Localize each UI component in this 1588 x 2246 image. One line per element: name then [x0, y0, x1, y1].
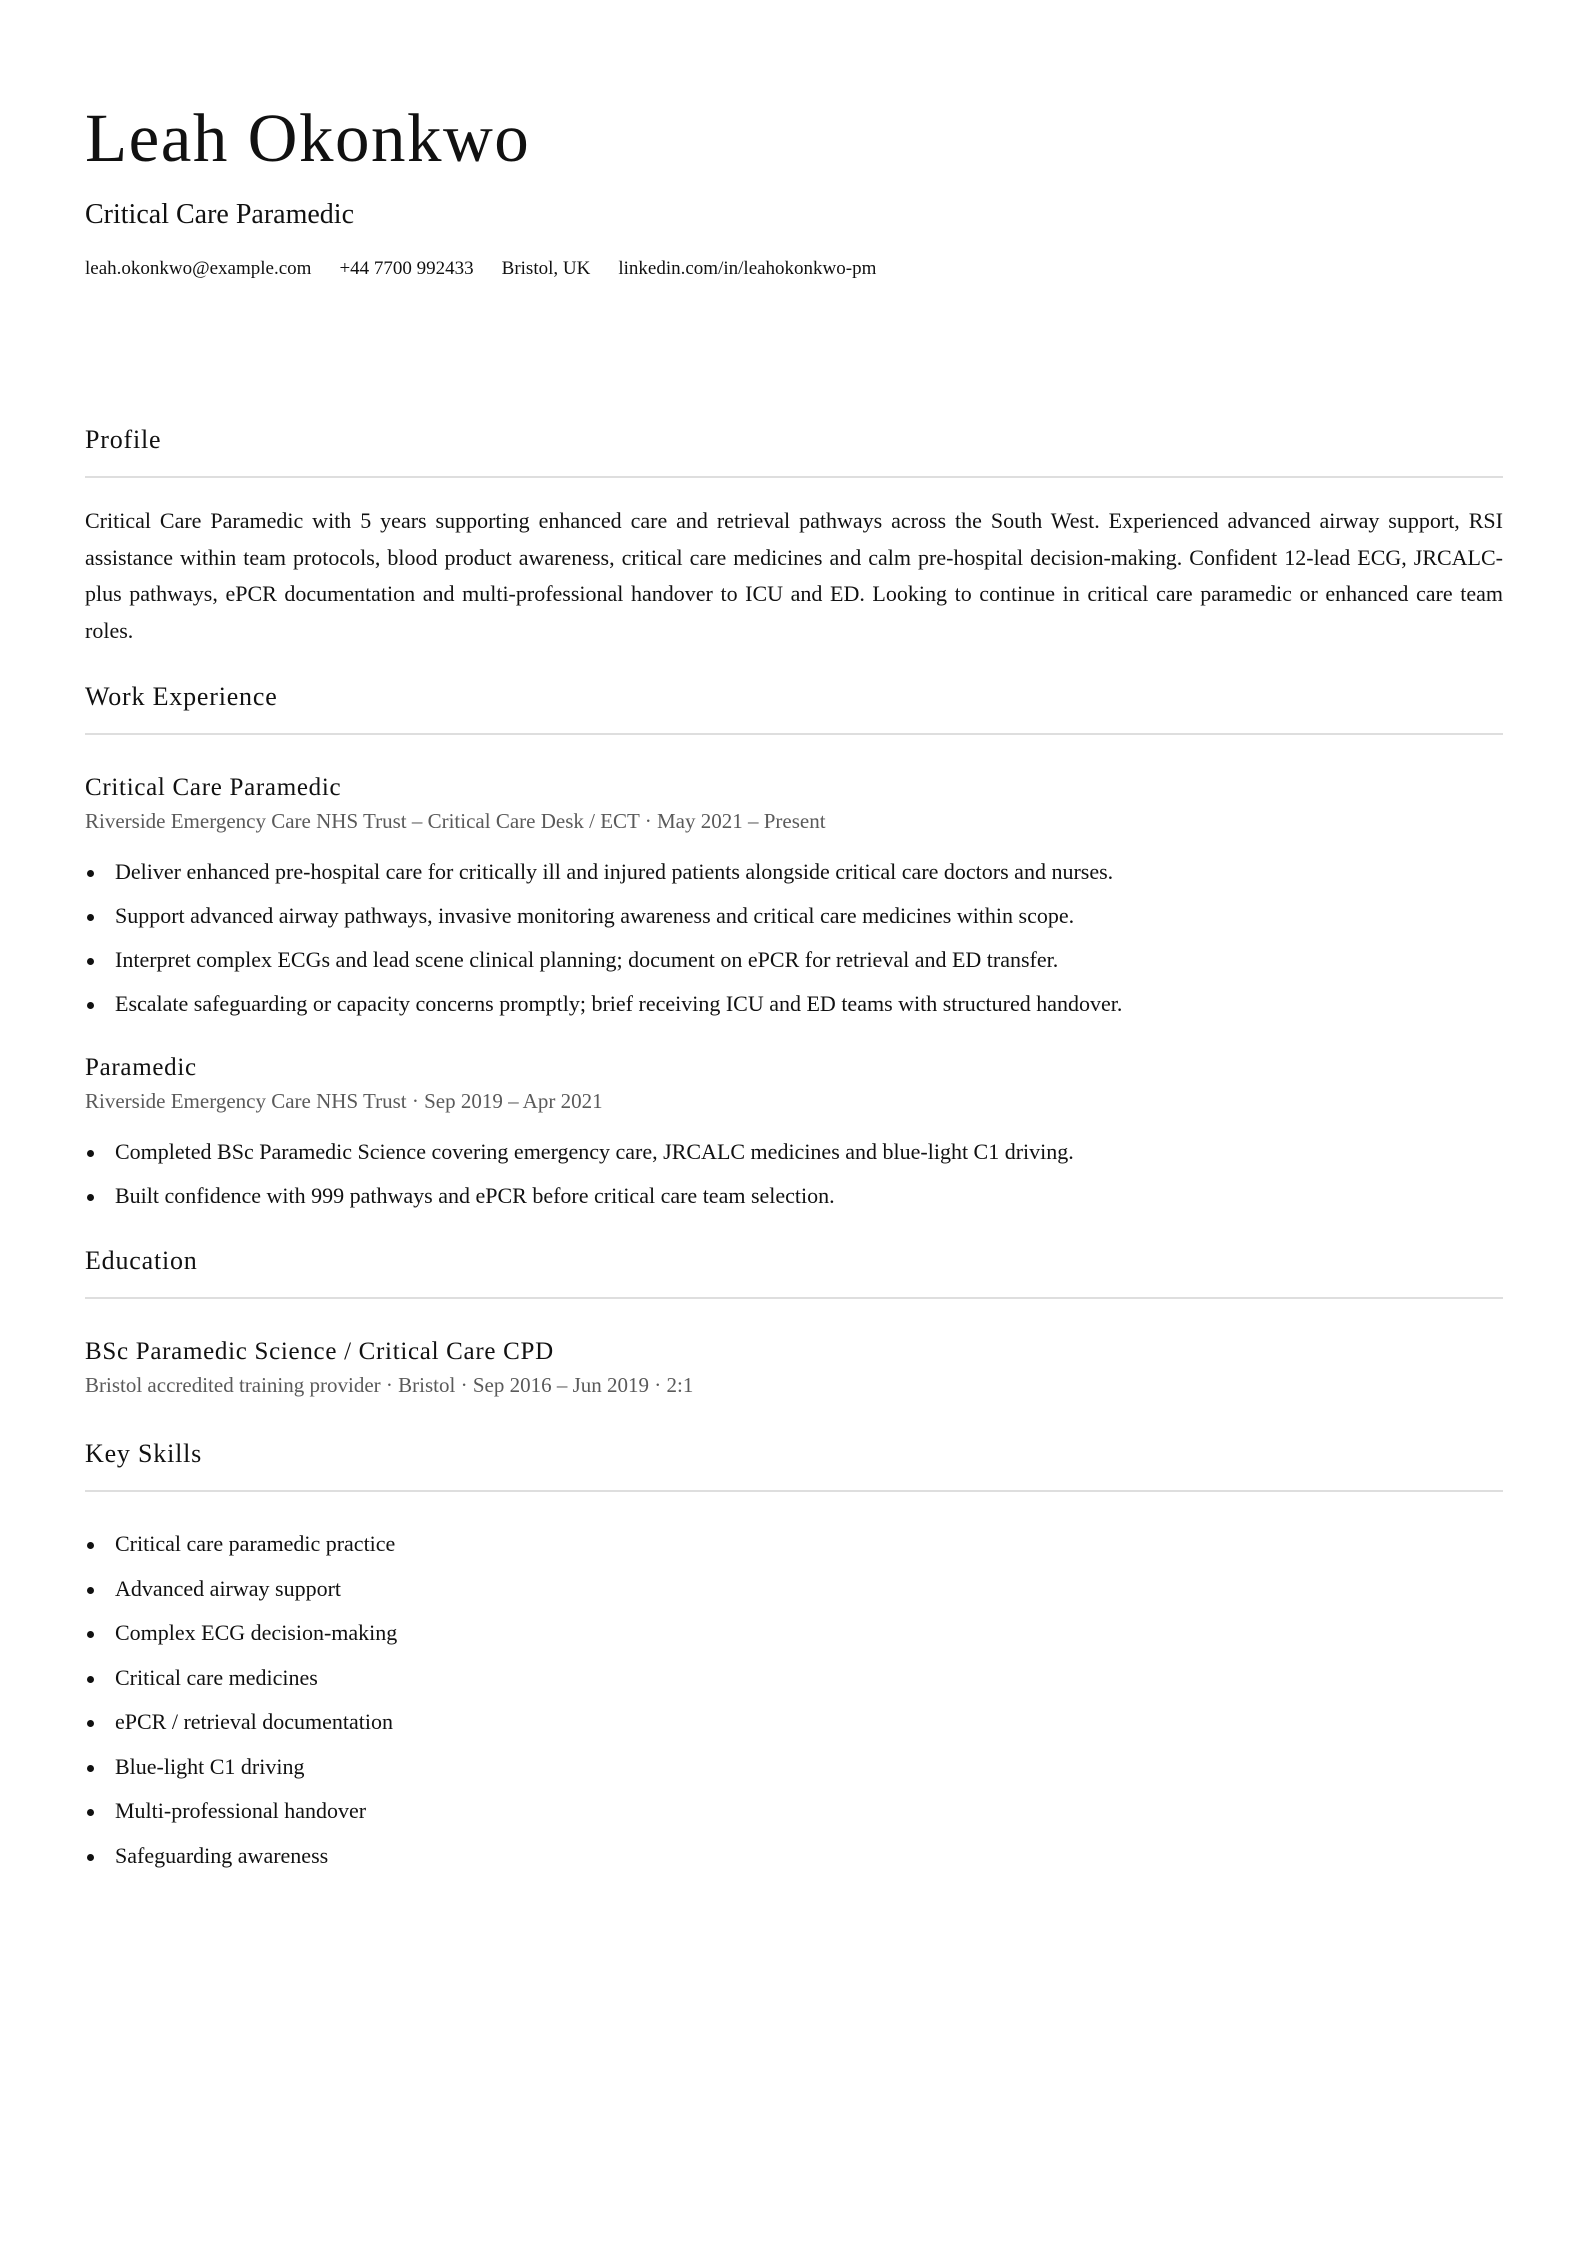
section-title-education: Education: [85, 1245, 1503, 1299]
contact-linkedin[interactable]: linkedin.com/in/leahokonkwo-pm: [618, 258, 877, 279]
job-meta: Riverside Emergency Care NHS Trust · Sep 2019 – Apr 2021: [85, 1089, 603, 1113]
profile-section: [85, 424, 1503, 649]
degree-title: BSc Paramedic Science / Critical Care CPD: [85, 1338, 554, 1365]
job-bullet: Deliver enhanced pre-hospital care for critically ill and injured patients alongside critical care doctors and nurses.: [85, 858, 1503, 886]
job-title: Paramedic: [85, 1054, 197, 1081]
candidate-headline: Critical Care Paramedic: [85, 199, 354, 230]
skill-item: Advanced airway support: [85, 1575, 1503, 1603]
section-title-key-skills: Key Skills: [85, 1438, 1503, 1492]
job-bullet: Interpret complex ECGs and lead scene clinical planning; document on ePCR for retrieval and ED transfer.: [85, 946, 1503, 974]
degree-meta: Bristol accredited training provider · Bristol · Sep 2016 – Jun 2019 · 2:1: [85, 1373, 694, 1397]
resume-header: [85, 0, 1503, 281]
profile-summary: Critical Care Paramedic with 5 years supporting enhanced care and retrieval pathways across the South West. Experienced advanced airway support, RSI assistance within team protocols, blood product awareness, critical care medicines and calm pre-hospital decision-making. Confident 12-lead ECG, JRCALC-plus pathways, ePCR documentation and multi-professional handover to ICU and ED. Looking to continue in critical care paramedic or enhanced care team roles.: [85, 508, 1503, 643]
job-meta: Riverside Emergency Care NHS Trust – Critical Care Desk / ECT · May 2021 – Present: [85, 809, 826, 833]
job-bullet: Escalate safeguarding or capacity concerns promptly; brief receiving ICU and ED teams with structured handover.: [85, 990, 1503, 1018]
contact-email[interactable]: leah.okonkwo@example.com: [85, 258, 312, 279]
skill-item: Critical care medicines: [85, 1664, 1503, 1692]
work-experience-section: [85, 681, 1503, 1210]
skill-item: Multi-professional handover: [85, 1797, 1503, 1825]
contact-line: [85, 257, 1503, 281]
job-bullet: Built confidence with 999 pathways and ePCR before critical care team selection.: [85, 1182, 1503, 1210]
skill-item: Safeguarding awareness: [85, 1842, 1503, 1870]
job-bullet-list: [85, 1138, 1503, 1210]
job-entry: [85, 1053, 1503, 1210]
skill-item: Critical care paramedic practice: [85, 1530, 1503, 1558]
job-bullet: Completed BSc Paramedic Science covering emergency care, JRCALC medicines and blue-light C1 driving.: [85, 1138, 1503, 1166]
key-skills-section: [85, 1438, 1503, 1870]
skills-list: [85, 1530, 1503, 1870]
education-section: [85, 1245, 1503, 1398]
job-title: Critical Care Paramedic: [85, 774, 342, 801]
candidate-name: Leah Okonkwo: [85, 100, 531, 176]
skill-item: ePCR / retrieval documentation: [85, 1708, 1503, 1736]
job-bullet-list: [85, 858, 1503, 1018]
section-title-profile: Profile: [85, 424, 1503, 478]
section-title-work-experience: Work Experience: [85, 681, 1503, 735]
job-bullet: Support advanced airway pathways, invasive monitoring awareness and critical care medicines within scope.: [85, 902, 1503, 930]
contact-location: Bristol, UK: [501, 258, 591, 279]
contact-phone: +44 7700 992433: [339, 258, 474, 279]
skill-item: Complex ECG decision-making: [85, 1619, 1503, 1647]
job-entry: [85, 773, 1503, 1018]
skill-item: Blue-light C1 driving: [85, 1753, 1503, 1781]
